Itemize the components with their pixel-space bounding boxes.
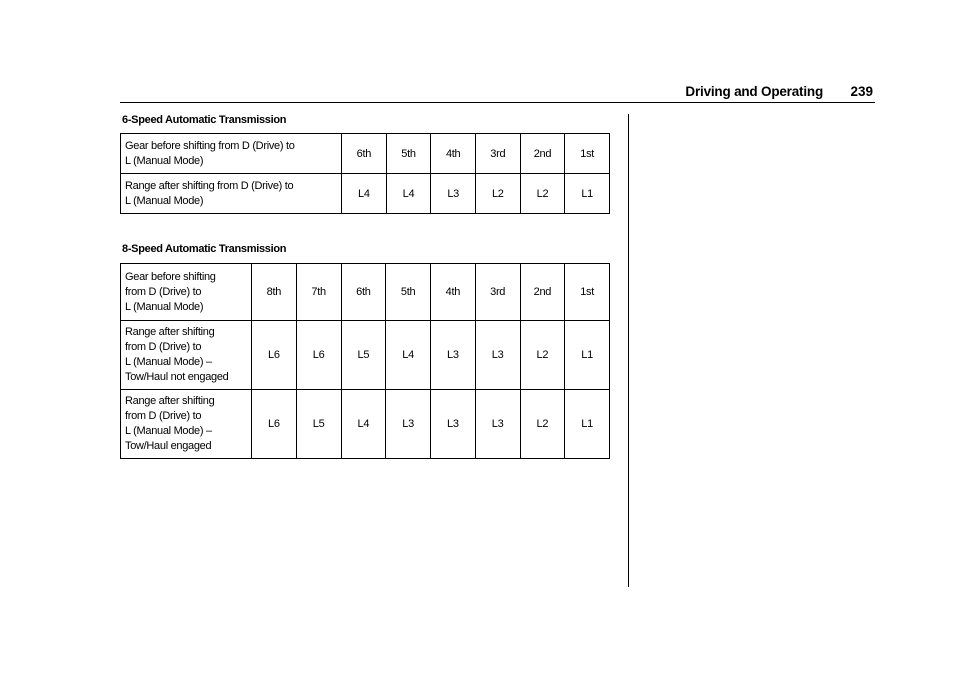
table-cell: L2 [520, 321, 565, 390]
label-line: Range after shifting [125, 395, 215, 407]
label-line: L (Manual Mode) [125, 300, 204, 313]
table-cell: 4th [431, 134, 476, 174]
label-line: from D (Drive) to [125, 285, 202, 298]
table-cell: L6 [252, 321, 297, 390]
table-cell: L5 [341, 321, 386, 390]
eight-speed-table-title: 8-Speed Automatic Transmission [122, 243, 287, 255]
eight-speed-table [120, 263, 610, 459]
label-line: Tow/Haul engaged [125, 440, 212, 452]
table-cell: 1st [565, 134, 610, 174]
row-label [121, 134, 342, 174]
label-line: L (Manual Mode) [125, 194, 204, 207]
table-cell: L3 [431, 174, 476, 214]
table-cell: 4th [431, 264, 476, 321]
label-line: L (Manual Mode) [125, 154, 204, 167]
table-row [121, 134, 610, 174]
table-cell: L3 [431, 390, 476, 459]
table-cell: L3 [431, 321, 476, 390]
row-label [121, 390, 252, 459]
label-line: L (Manual Mode) – [125, 425, 212, 437]
table-cell: L6 [296, 321, 341, 390]
table-row [121, 174, 610, 214]
table-cell: 7th [296, 264, 341, 321]
six-speed-table-title: 6-Speed Automatic Transmission [122, 114, 287, 126]
label-line: Range after shifting from D (Drive) to [125, 179, 294, 192]
table-row [121, 321, 610, 390]
table-cell: 6th [341, 264, 386, 321]
table-cell: 6th [342, 134, 387, 174]
label-line: Gear before shifting [125, 270, 216, 283]
page-number: 239 [850, 84, 873, 99]
table-row [121, 264, 610, 321]
table-cell: L6 [252, 390, 297, 459]
table-cell: L3 [475, 321, 520, 390]
label-line: from D (Drive) to [125, 410, 202, 422]
table-cell: 2nd [520, 134, 565, 174]
label-line: Gear before shifting from D (Drive) to [125, 139, 295, 152]
table-cell: L5 [296, 390, 341, 459]
table-row [121, 390, 610, 459]
table-cell: 5th [386, 134, 431, 174]
table-cell: L1 [565, 390, 610, 459]
six-speed-table [120, 133, 610, 214]
column-divider [628, 114, 629, 587]
label-line: L (Manual Mode) – [125, 356, 212, 368]
table-cell: L3 [475, 390, 520, 459]
table-cell: L3 [386, 390, 431, 459]
row-label [121, 321, 252, 390]
table-cell: 3rd [475, 264, 520, 321]
table-cell: L4 [386, 174, 431, 214]
table-cell: L1 [565, 174, 610, 214]
table-cell: L2 [520, 174, 565, 214]
table-cell: L2 [475, 174, 520, 214]
table-cell: L1 [565, 321, 610, 390]
table-cell: 2nd [520, 264, 565, 321]
row-label [121, 264, 252, 321]
label-line: from D (Drive) to [125, 341, 202, 353]
table-cell: L4 [386, 321, 431, 390]
table-cell: 5th [386, 264, 431, 321]
table-cell: L2 [520, 390, 565, 459]
table-cell: 3rd [475, 134, 520, 174]
label-line: Tow/Haul not engaged [125, 371, 229, 383]
table-cell: 1st [565, 264, 610, 321]
row-label [121, 174, 342, 214]
section-title-header: Driving and Operating [685, 84, 823, 99]
table-cell: 8th [252, 264, 297, 321]
label-line: Range after shifting [125, 326, 215, 338]
table-cell: L4 [341, 390, 386, 459]
page-header [120, 84, 875, 103]
table-cell: L4 [342, 174, 387, 214]
